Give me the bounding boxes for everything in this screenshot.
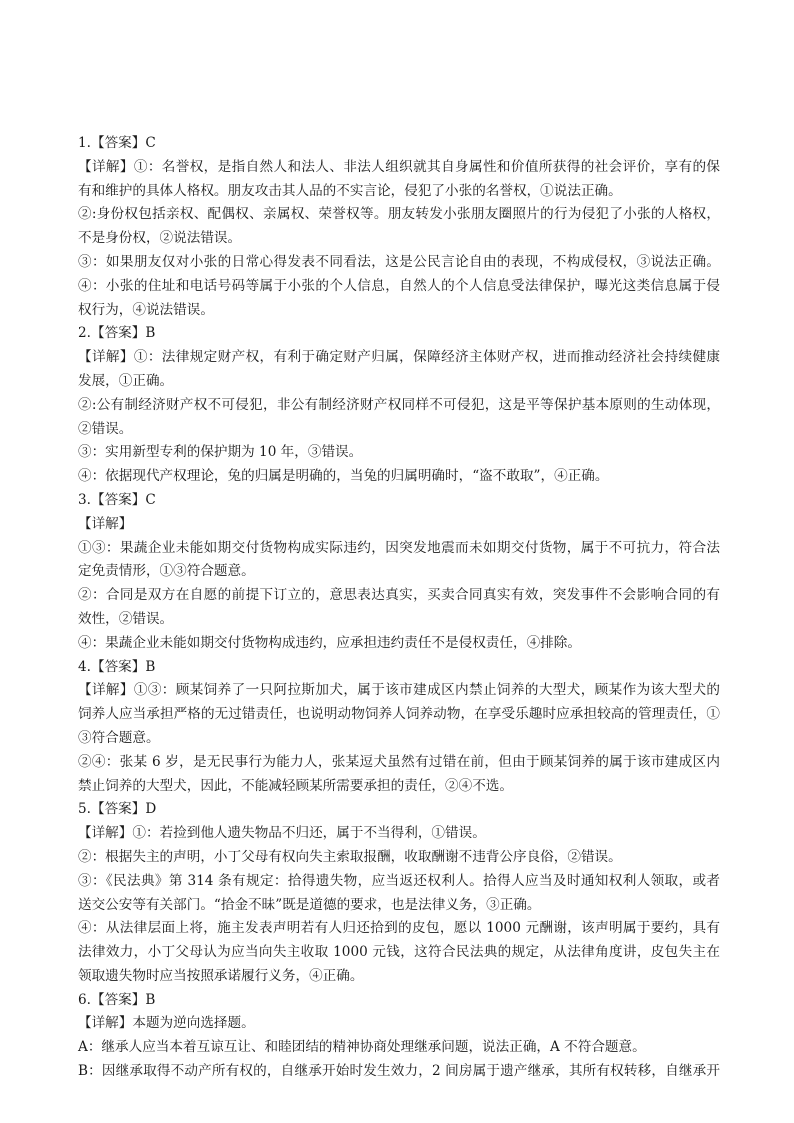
answer-line: 5.【答案】D: [78, 801, 157, 818]
explanation-line: 【详解】本题为逆向选择题。: [78, 1015, 255, 1032]
explanation-line: ④：小张的住址和电话号码等属于小张的个人信息，自然人的个人信息受法律保护，曝光这类信息属于侵: [78, 277, 720, 294]
explanation-line: 发展，①正确。: [78, 372, 174, 389]
explanation-line: 禁止饲养的大型犬，因此，不能减轻顾某所需要承担的责任，②④不选。: [78, 777, 513, 794]
explanation-line: 【详解】①：名誉权，是指自然人和法人、非法人组织就其自身属性和价值所获得的社会评价，享有的保: [78, 158, 720, 175]
explanation-line: ③：实用新型专利的保护期为 10 年，③错误。: [78, 444, 363, 461]
explanation-line: 法律效力，小丁父母认为应当向失主收取 1000 元钱，这符合民法典的规定，从法律角度讲，皮包失主在: [78, 944, 720, 961]
explanation-line: ②④：张某 6 岁，是无民事行为能力人，张某逗犬虽然有过错在前，但由于顾某饲养的属于该市建成区内: [78, 753, 720, 770]
explanation-line: 饲养人应当承担严格的无过错责任，也说明动物饲养人饲养动物，在享受乐趣时应承担较高的管理责任，①: [78, 706, 720, 723]
explanation-line: ④：果蔬企业未能如期交付货物构成违约，应承担违约责任不是侵权责任，④排除。: [78, 634, 581, 651]
explanation-line: ②错误。: [78, 420, 133, 437]
explanation-line: 送交公安等有关部门。“拾金不昧”既是道德的要求，也是法律义务，③正确。: [78, 896, 541, 913]
answer-line: 6.【答案】B: [78, 991, 156, 1008]
explanation-line: ②：根据失主的声明，小丁父母有权向失主索取报酬，收取酬谢不违背公序良俗，②错误。: [78, 848, 622, 865]
explanation-line: 【详解】: [78, 515, 133, 532]
explanation-line: ④：依据现代产权理论，兔的归属是明确的，当兔的归属明确时，“盗不敢取”，④正确。: [78, 468, 609, 485]
explanation-line: ①③：果蔬企业未能如期交付货物构成实际违约，因突发地震而未如期交付货物，属于不可抗力，符合法: [78, 539, 720, 556]
explanation-line: ②:公有制经济财产权不可侵犯，非公有制经济财产权同样不可侵犯，这是平等保护基本原则的生动体现，: [78, 396, 720, 413]
answer-line: 1.【答案】C: [78, 135, 156, 151]
explanation-line: 权行为，④说法错误。: [78, 301, 214, 318]
explanation-line: ③：如果朋友仅对小张的日常心得发表不同看法，这是公民言论自由的表现，不构成侵权，③说法正确。: [78, 253, 720, 270]
answer-line: 3.【答案】C: [78, 491, 156, 508]
answer-document: [78, 132, 720, 1084]
explanation-line: 【详解】①③：顾某饲养了一只阿拉斯加犬，属于该市建成区内禁止饲养的大型犬，顾某作为该大型犬的: [78, 682, 720, 699]
explanation-line: 有和维护的具体人格权。朋友攻击其人品的不实言论，侵犯了小张的名誉权，①说法正确。: [78, 182, 622, 199]
explanation-line: 定免责情形，①③符合题意。: [78, 563, 255, 580]
explanation-line: 不是身份权，②说法错误。: [78, 230, 242, 247]
explanation-line: ③符合题意。: [78, 729, 160, 746]
explanation-line: 效性，②错误。: [78, 610, 174, 627]
explanation-line: 【详解】①：若捡到他人遗失物品不归还，属于不当得利，①错误。: [78, 825, 486, 842]
explanation-line: ④：从法律层面上将，施主发表声明若有人归还拾到的皮包，愿以 1000 元酬谢，该声明属于要约，具有: [78, 920, 720, 937]
explanation-line: B：因继承取得不动产所有权的，自继承开始时发生效力，2 间房属于遗产继承，其所有权转移，自继承开: [78, 1063, 720, 1080]
answer-line: 4.【答案】B: [78, 658, 156, 675]
explanation-line: 【详解】①：法律规定财产权，有利于确定财产归属，保障经济主体财产权，进而推动经济社会持续健康: [78, 349, 720, 366]
explanation-line: A：继承人应当本着互谅互让、和睦团结的精神协商处理继承问题，说法正确，A 不符合题意。: [78, 1039, 646, 1056]
explanation-line: ③：《民法典》第 314 条有规定：拾得遗失物，应当返还权利人。拾得人应当及时通知权利人领取，或者: [78, 872, 720, 889]
answer-line: 2.【答案】B: [78, 325, 156, 342]
explanation-line: ②:身份权包括亲权、配偶权、亲属权、荣誉权等。朋友转发小张朋友圈照片的行为侵犯了小张的人格权，: [78, 206, 720, 223]
explanation-line: ②：合同是双方在自愿的前提下订立的，意思表达真实，买卖合同真实有效，突发事件不会影响合同的有: [78, 587, 720, 604]
explanation-line: 领取遗失物时应当按照承诺履行义务，④正确。: [78, 967, 364, 984]
